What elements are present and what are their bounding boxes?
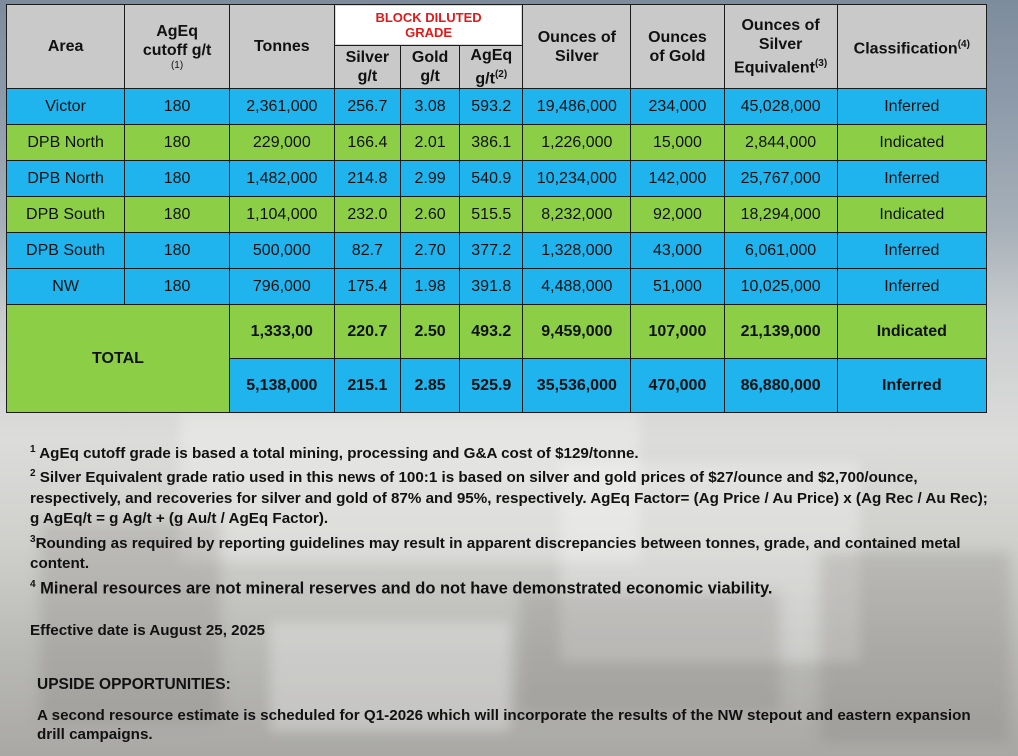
cell-ageq: 525.9 <box>460 359 523 413</box>
cell-oz-equiv: 6,061,000 <box>724 233 837 269</box>
cell-silver: 82.7 <box>334 233 400 269</box>
footnote-1: $^1$ AgEq cutoff grade is based a total mining, processing and G&A cost of $129/tonne. <box>30 444 639 463</box>
cell-silver: 166.4 <box>334 125 400 161</box>
cell-ageq: 540.9 <box>460 161 523 197</box>
cell-oz-gold: 470,000 <box>631 359 724 413</box>
cell-gold: 2.50 <box>401 305 460 359</box>
cell-gold: 2.85 <box>401 359 460 413</box>
cell-tonnes: 796,000 <box>229 269 334 305</box>
footnote-2: $^2$ Silver Equivalent grade ratio used in this news of 100:1 is based on silver and gold prices of $27/ounce and $2,700/ounce, respectively, and recoveries for silver and gold of 87% and 95%, respectively. AgEq Factor= (Ag Price / Au Price) x (Ag Rec / Au Rec); g AgEq/t = g Ag/t + (g Au/t / AgEq Factor). <box>30 468 988 528</box>
cell-classification: Inferred <box>837 269 986 305</box>
header-classification: Classification$^{(4)}$ <box>837 5 986 89</box>
cell-oz-silver: 4,488,000 <box>523 269 631 305</box>
cell-cutoff: 180 <box>125 233 230 269</box>
cell-classification: Indicated <box>837 305 986 359</box>
header-row-1 <box>7 5 987 46</box>
cell-cutoff: 180 <box>125 161 230 197</box>
cell-silver: 215.1 <box>334 359 400 413</box>
table-row <box>7 197 987 233</box>
cell-classification: Inferred <box>837 89 986 125</box>
cell-area: DPB South <box>7 197 125 233</box>
cell-gold: 2.70 <box>401 233 460 269</box>
cell-tonnes: 1,482,000 <box>229 161 334 197</box>
cell-oz-equiv: 2,844,000 <box>724 125 837 161</box>
cell-silver: 256.7 <box>334 89 400 125</box>
footnotes <box>30 440 990 599</box>
cell-oz-equiv: 21,139,000 <box>724 305 837 359</box>
cell-oz-gold: 234,000 <box>631 89 724 125</box>
cell-cutoff: 180 <box>125 125 230 161</box>
cell-ageq: 493.2 <box>460 305 523 359</box>
block-diluted-grade-header: BLOCK DILUTED GRADE <box>334 5 523 46</box>
cell-area: DPB North <box>7 161 125 197</box>
cell-oz-equiv: 18,294,000 <box>724 197 837 233</box>
cell-classification: Inferred <box>837 161 986 197</box>
table-row <box>7 233 987 269</box>
cell-silver: 220.7 <box>334 305 400 359</box>
mineral-resource-table <box>6 4 987 413</box>
header-gold-grade: Gold g/t <box>401 46 460 89</box>
cell-oz-equiv: 10,025,000 <box>724 269 837 305</box>
cell-oz-gold: 43,000 <box>631 233 724 269</box>
cell-area: DPB North <box>7 125 125 161</box>
cell-oz-gold: 15,000 <box>631 125 724 161</box>
cell-oz-silver: 8,232,000 <box>523 197 631 233</box>
table-row <box>7 269 987 305</box>
cell-ageq: 377.2 <box>460 233 523 269</box>
cell-gold: 2.60 <box>401 197 460 233</box>
cell-oz-gold: 92,000 <box>631 197 724 233</box>
cell-area: DPB South <box>7 233 125 269</box>
cell-oz-silver: 35,536,000 <box>523 359 631 413</box>
header-ounces-gold: Ounces of Gold <box>631 5 724 89</box>
cell-silver: 232.0 <box>334 197 400 233</box>
cell-ageq: 386.1 <box>460 125 523 161</box>
cell-classification: Inferred <box>837 359 986 413</box>
cell-area: NW <box>7 269 125 305</box>
total-label: TOTAL <box>7 305 230 413</box>
upside-title: UPSIDE OPPORTUNITIES: <box>37 676 231 693</box>
total-indicated-row <box>7 305 987 359</box>
cell-tonnes: 5,138,000 <box>229 359 334 413</box>
upside-text: A second resource estimate is scheduled for Q1-2026 which will incorporate the results of the NW stepout and eastern expansion drill campaigns. <box>37 707 971 743</box>
header-area: Area <box>7 5 125 89</box>
header-tonnes: Tonnes <box>229 5 334 89</box>
header-cutoff: AgEq cutoff g/t (1) <box>125 5 230 89</box>
cell-classification: Inferred <box>837 233 986 269</box>
cell-tonnes: 229,000 <box>229 125 334 161</box>
header-ounces-equivalent: Ounces of Silver Equivalent$^{(3)}$ <box>724 5 837 89</box>
cell-area: Victor <box>7 89 125 125</box>
cell-tonnes: 500,000 <box>229 233 334 269</box>
header-silver-grade: Silver g/t <box>334 46 400 89</box>
cell-oz-equiv: 25,767,000 <box>724 161 837 197</box>
cell-oz-silver: 10,234,000 <box>523 161 631 197</box>
cell-cutoff: 180 <box>125 197 230 233</box>
effective-date: Effective date is August 25, 2025 <box>30 622 265 639</box>
cell-ageq: 391.8 <box>460 269 523 305</box>
cell-ageq: 593.2 <box>460 89 523 125</box>
table-row <box>7 89 987 125</box>
cell-oz-gold: 51,000 <box>631 269 724 305</box>
cell-classification: Indicated <box>837 125 986 161</box>
cell-ageq: 515.5 <box>460 197 523 233</box>
footnote-3: $^3$Rounding as required by reporting guidelines may result in apparent discrepancies between tonnes, grade, and contained metal content. <box>30 533 961 573</box>
cell-oz-silver: 9,459,000 <box>523 305 631 359</box>
cell-tonnes: 2,361,000 <box>229 89 334 125</box>
cell-oz-silver: 1,226,000 <box>523 125 631 161</box>
cell-oz-equiv: 45,028,000 <box>724 89 837 125</box>
table-row <box>7 125 987 161</box>
header-ageq-grade: AgEq $g/t^{(2)}$ <box>460 46 523 89</box>
cell-cutoff: 180 <box>125 89 230 125</box>
cell-gold: 2.99 <box>401 161 460 197</box>
cell-cutoff: 180 <box>125 269 230 305</box>
table-row <box>7 161 987 197</box>
header-ounces-silver: Ounces of Silver <box>523 5 631 89</box>
cell-oz-gold: 107,000 <box>631 305 724 359</box>
cell-silver: 214.8 <box>334 161 400 197</box>
cell-oz-silver: 1,328,000 <box>523 233 631 269</box>
cell-silver: 175.4 <box>334 269 400 305</box>
cell-gold: 2.01 <box>401 125 460 161</box>
footnote-4: $^4$ Mineral resources are not mineral reserves and do not have demonstrated economic viability. <box>30 578 773 598</box>
cell-oz-silver: 19,486,000 <box>523 89 631 125</box>
cell-gold: 1.98 <box>401 269 460 305</box>
cell-tonnes: 1,104,000 <box>229 197 334 233</box>
cell-tonnes: 1,333,00 <box>229 305 334 359</box>
cell-classification: Indicated <box>837 197 986 233</box>
cell-oz-equiv: 86,880,000 <box>724 359 837 413</box>
cell-gold: 3.08 <box>401 89 460 125</box>
cell-oz-gold: 142,000 <box>631 161 724 197</box>
